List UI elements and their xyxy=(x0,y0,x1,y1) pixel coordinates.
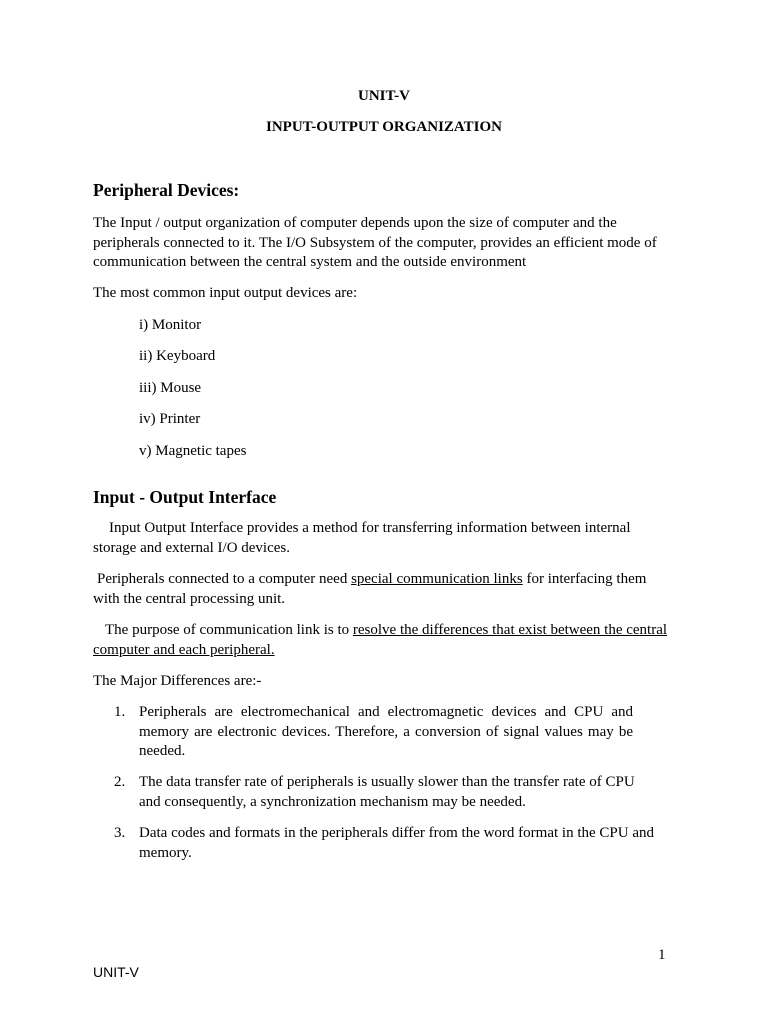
purpose-paragraph xyxy=(93,621,673,660)
page-title: INPUT-OUTPUT ORGANIZATION xyxy=(265,119,502,135)
device-item-keyboard: ii) Keyboard xyxy=(139,348,216,364)
special-links-underlined: special communication links xyxy=(351,571,523,587)
difference-item-3 xyxy=(0,824,768,866)
unit-title: UNIT-V xyxy=(358,88,410,104)
devices-intro: The most common input output devices are: xyxy=(93,285,358,301)
peripherals-text-after: for interfacing them with the central processing unit. xyxy=(93,571,647,607)
difference-number: 2. xyxy=(114,774,126,790)
peripherals-text-before: Peripherals connected to a computer need xyxy=(97,571,352,587)
difference-text: Peripherals are electromechanical and electromagnetic devices and CPU and memory are electronic devices. Therefore, a conversion of signal values may be needed. xyxy=(139,704,633,759)
differences-intro: The Major Differences are:- xyxy=(93,673,262,689)
difference-number: 1. xyxy=(114,704,126,720)
heading-io-interface: Input - Output Interface xyxy=(93,487,277,507)
footer-label: UNIT-V xyxy=(93,964,139,980)
intro-paragraph: The Input / output organization of computer depends upon the size of computer and the peripherals connected to it. The I/O Subsystem of the computer, provides an efficient mode of communication between the central system and the outside environment xyxy=(93,215,657,270)
purpose-text-before: The purpose of communication link is to xyxy=(105,622,353,638)
device-item-printer: iv) Printer xyxy=(139,411,201,427)
device-item-monitor: i) Monitor xyxy=(139,317,202,333)
interface-paragraph: Input Output Interface provides a method for transferring information between internal storage and external I/O devices. xyxy=(93,520,631,556)
page-number: 1 xyxy=(658,947,666,963)
heading-peripheral-devices: Peripheral Devices: xyxy=(93,180,240,200)
resolve-differences-underlined: resolve the differences that exist between the central computer and each peripheral. xyxy=(93,622,668,658)
difference-text: The data transfer rate of peripherals is usually slower than the transfer rate of CPU and consequently, a synchronization mechanism may be needed. xyxy=(139,774,635,810)
device-item-mouse: iii) Mouse xyxy=(139,380,202,396)
device-item-magnetic-tapes: v) Magnetic tapes xyxy=(139,443,247,459)
peripherals-paragraph xyxy=(93,570,673,609)
difference-item-1 xyxy=(0,703,768,763)
difference-text: Data codes and formats in the peripherals differ from the word format in the CPU and memory. xyxy=(139,825,654,861)
difference-item-2 xyxy=(0,773,768,815)
difference-number: 3. xyxy=(114,825,126,841)
